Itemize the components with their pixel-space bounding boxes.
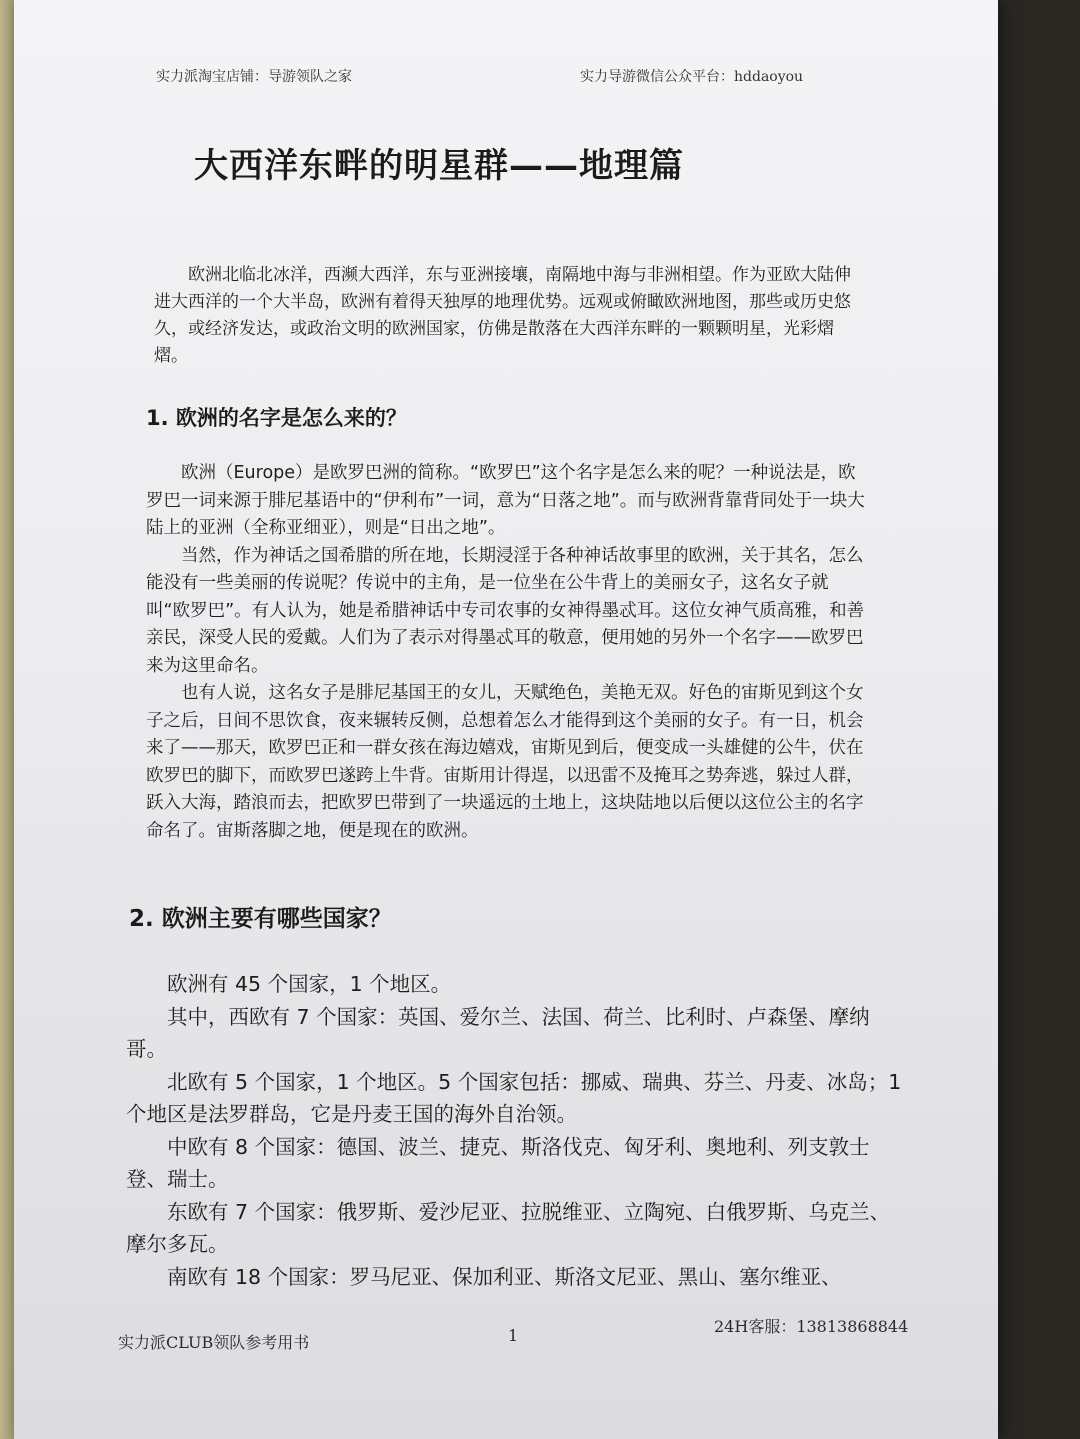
footer-book-title: 实力派CLUB领队参考用书	[118, 1333, 310, 1352]
section-2-paragraph: 北欧有 5 个国家，1 个地区。5 个国家包括：挪威、瑞典、芬兰、丹麦、冰岛；1 个地区是法罗群岛，它是丹麦王国的海外自治领。	[126, 1069, 902, 1126]
intro-text: 欧洲北临北冰洋，西濒大西洋，东与亚洲接壤，南隔地中海与非洲相望。作为亚欧大陆伸进大西洋的一个大半岛，欧洲有着得天独厚的地理优势。远观或俯瞰欧洲地图，那些或历史悠久，或经济发达，或政治文明的欧洲国家，仿佛是散落在大西洋东畔的一颗颗明星，光彩熠熠。	[154, 265, 851, 366]
book-edge-left	[0, 0, 14, 1439]
page-title: 大西洋东畔的明星群——地理篇	[194, 146, 684, 186]
section-1-paragraph: 当然，作为神话之国希腊的所在地，长期浸淫于各种神话故事里的欧洲，关于其名，怎么能没有一些美丽的传说呢？传说中的主角，是一位坐在公牛背上的美丽女子，这名女子就叫“欧罗巴”。有人认为，她是希腊神话中专司农事的女神得墨忒耳。这位女神气质高雅，和善亲民，深受人民的爱戴。人们为了表示对得墨忒耳的敬意，便用她的另外一个名字——欧罗巴来为这里命名。	[146, 545, 865, 676]
section-1-heading: 1. 欧洲的名字是怎么来的？	[146, 406, 407, 430]
section-2-paragraph: 南欧有 18 个国家：罗马尼亚、保加利亚、斯洛文尼亚、黑山、塞尔维亚、	[167, 1264, 842, 1289]
page-number: 1	[508, 1326, 519, 1345]
section-2-paragraph: 欧洲有 45 个国家，1 个地区。	[167, 972, 452, 996]
header-shop-name: 实力派淘宝店铺：导游领队之家	[156, 69, 352, 85]
section-2-paragraph: 其中，西欧有 7 个国家：英国、爱尔兰、法国、荷兰、比利时、卢森堡、摩纳哥。	[126, 1004, 870, 1061]
document-page	[14, 0, 998, 1439]
intro-paragraph	[154, 262, 854, 370]
footer-service-phone: 24H客服：13813868844	[714, 1317, 909, 1336]
section-2-paragraph: 东欧有 7 个国家：俄罗斯、爱沙尼亚、拉脱维亚、立陶宛、白俄罗斯、乌克兰、摩尔多瓦。	[126, 1199, 891, 1256]
section-2-paragraph: 中欧有 8 个国家：德国、波兰、捷克、斯洛伐克、匈牙利、奥地利、列支敦士登、瑞士。	[126, 1134, 870, 1191]
section-2-heading: 2. 欧洲主要有哪些国家？	[129, 906, 392, 932]
section-1-paragraph: 也有人说，这名女子是腓尼基国王的女儿，天赋绝色，美艳无双。好色的宙斯见到这个女子之后，日间不思饮食，夜来辗转反侧，总想着怎么才能得到这个美丽的女子。有一日，机会来了——那天，欧罗巴正和一群女孩在海边嬉戏，宙斯见到后，便变成一头雄健的公牛，伏在欧罗巴的脚下，而欧罗巴遂跨上牛背。宙斯用计得逞，以迅雷不及掩耳之势奔逃，躲过人群，跃入大海，踏浪而去，把欧罗巴带到了一块遥远的土地上，这块陆地以后便以这位公主的名字命名了。宙斯落脚之地，便是现在的欧洲。	[146, 683, 864, 841]
section-1-body	[146, 460, 866, 845]
section-1-paragraph: 欧洲（Europe）是欧罗巴洲的简称。“欧罗巴”这个名字是怎么来的呢？一种说法是，欧罗巴一词来源于腓尼基语中的“伊利布”一词，意为“日落之地”。而与欧洲背靠背同处于一块大陆上的亚洲（全称亚细亚），则是“日出之地”。	[146, 463, 865, 538]
header-wechat-account: 实力导游微信公众平台：hddaoyou	[580, 69, 804, 85]
section-2-body	[126, 968, 906, 1293]
